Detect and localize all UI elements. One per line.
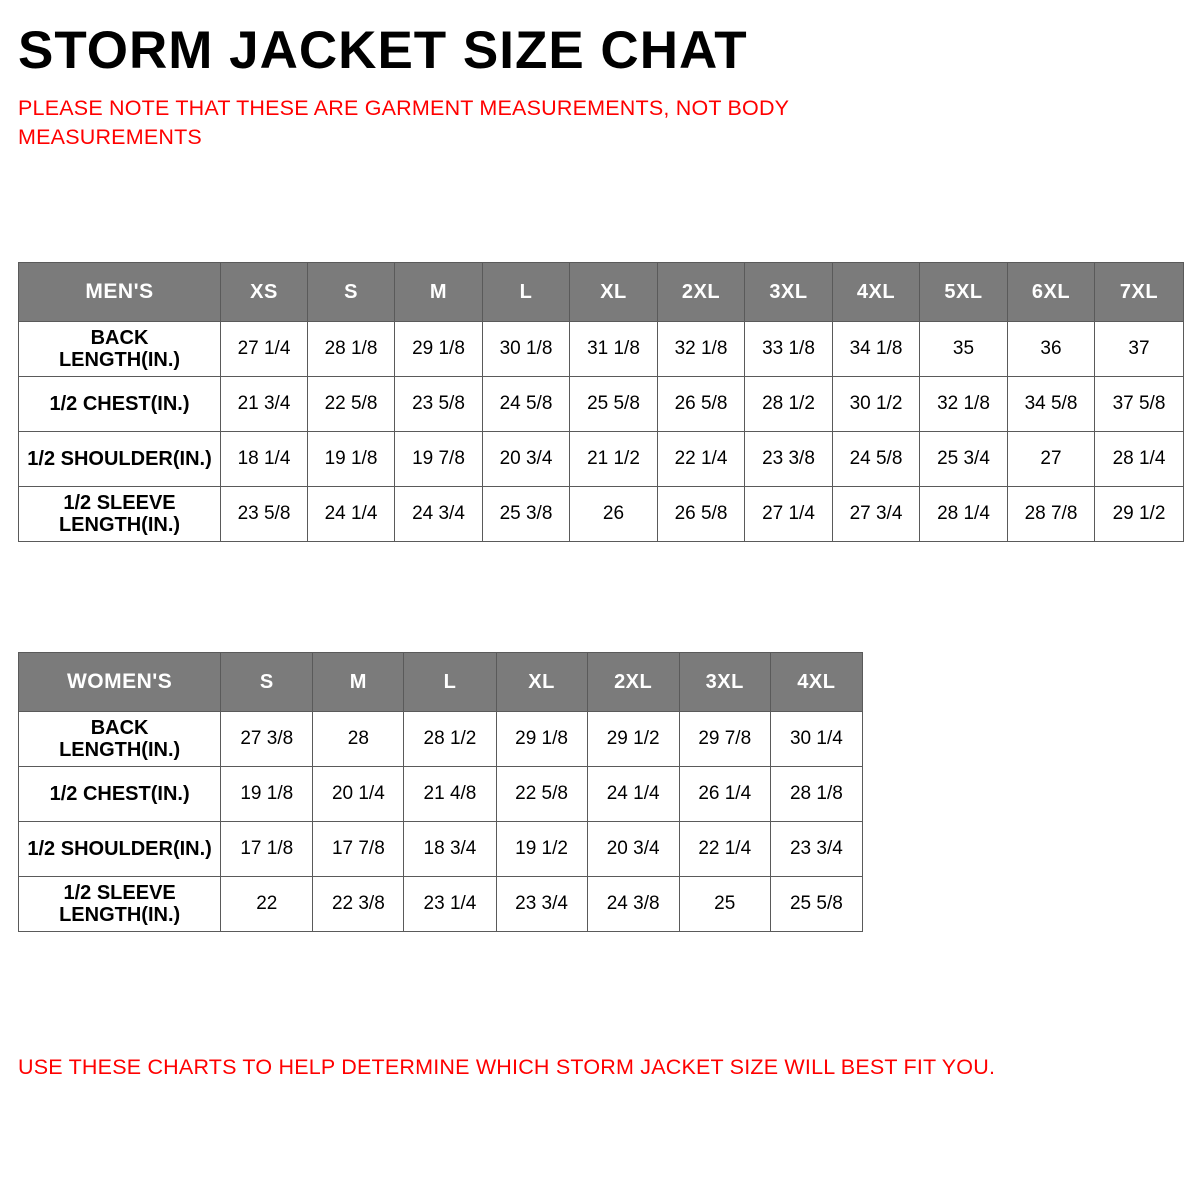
womens-measurement-cell: 22 5/8: [496, 767, 587, 822]
womens-measurement-cell: 22 1/4: [679, 822, 770, 877]
womens-corner-label: WOMEN'S: [19, 653, 221, 712]
womens-size-header: 2XL: [587, 653, 679, 712]
mens-table-body: [19, 263, 1184, 542]
table-row: [19, 487, 1184, 542]
mens-measurement-cell: 23 5/8: [221, 487, 308, 542]
womens-row-label: [19, 712, 221, 767]
womens-measurement-cell: 24 1/4: [587, 767, 679, 822]
mens-row-label: [19, 322, 221, 377]
mens-header-row: [19, 263, 1184, 322]
mens-measurement-cell: 33 1/8: [745, 322, 833, 377]
mens-measurement-cell: 35: [920, 322, 1008, 377]
womens-measurement-cell: 26 1/4: [679, 767, 770, 822]
mens-size-header: 3XL: [745, 263, 833, 322]
garment-measurement-note: PLEASE NOTE THAT THESE ARE GARMENT MEASUREMENTS, NOT BODY MEASUREMENTS: [18, 96, 789, 150]
womens-size-header: L: [404, 653, 496, 712]
mens-measurement-cell: 22 1/4: [658, 432, 745, 487]
womens-measurement-cell: 28: [313, 712, 404, 767]
womens-measurement-cell: 30 1/4: [770, 712, 862, 767]
row-label-line2: LENGTH(IN.): [59, 739, 181, 761]
mens-size-header: M: [395, 263, 483, 322]
mens-measurement-cell: 21 3/4: [221, 377, 308, 432]
row-label-line1: 1/2 SHOULDER(IN.): [27, 837, 212, 860]
mens-size-header: 6XL: [1008, 263, 1095, 322]
mens-measurement-cell: 32 1/8: [920, 377, 1008, 432]
mens-row-label: [19, 487, 221, 542]
mens-measurement-cell: 27: [1008, 432, 1095, 487]
mens-measurement-cell: 20 3/4: [483, 432, 570, 487]
mens-measurement-cell: 30 1/2: [833, 377, 920, 432]
womens-header-row: [19, 653, 863, 712]
mens-measurement-cell: 28 7/8: [1008, 487, 1095, 542]
mens-measurement-cell: 24 1/4: [308, 487, 395, 542]
mens-measurement-cell: 36: [1008, 322, 1095, 377]
womens-measurement-cell: 25 5/8: [770, 877, 862, 932]
mens-measurement-cell: 28 1/4: [920, 487, 1008, 542]
womens-measurement-cell: 23 3/4: [496, 877, 587, 932]
mens-size-header: XS: [221, 263, 308, 322]
womens-size-header: 3XL: [679, 653, 770, 712]
mens-measurement-cell: 18 1/4: [221, 432, 308, 487]
footer-note: USE THESE CHARTS TO HELP DETERMINE WHICH STORM JACKET SIZE WILL BEST FIT YOU.: [18, 1055, 996, 1079]
mens-size-header: 4XL: [833, 263, 920, 322]
mens-size-header: S: [308, 263, 395, 322]
womens-row-label: [19, 877, 221, 932]
womens-row-label: [19, 767, 221, 822]
row-label-line2: LENGTH(IN.): [58, 349, 181, 371]
womens-measurement-cell: 27 3/8: [221, 712, 313, 767]
table-row: [19, 322, 1184, 377]
womens-measurement-cell: 17 7/8: [313, 822, 404, 877]
womens-measurement-cell: 22: [221, 877, 313, 932]
row-label-line2: LENGTH(IN.): [59, 904, 181, 926]
row-label-line1: 1/2 SLEEVE: [63, 881, 176, 904]
mens-measurement-cell: 25 3/4: [920, 432, 1008, 487]
mens-measurement-cell: 34 5/8: [1008, 377, 1095, 432]
mens-row-label: [19, 432, 221, 487]
womens-size-header: XL: [496, 653, 587, 712]
womens-size-header: S: [221, 653, 313, 712]
womens-measurement-cell: 19 1/2: [496, 822, 587, 877]
womens-measurement-cell: 22 3/8: [313, 877, 404, 932]
table-row: [19, 712, 863, 767]
mens-measurement-cell: 27 1/4: [221, 322, 308, 377]
mens-measurement-cell: 27 1/4: [745, 487, 833, 542]
womens-measurement-cell: 29 1/8: [496, 712, 587, 767]
mens-measurement-cell: 29 1/8: [395, 322, 483, 377]
mens-measurement-cell: 32 1/8: [658, 322, 745, 377]
mens-measurement-cell: 25 3/8: [483, 487, 570, 542]
mens-measurement-cell: 30 1/8: [483, 322, 570, 377]
mens-corner-label: MEN'S: [19, 263, 221, 322]
mens-size-header: L: [483, 263, 570, 322]
womens-measurement-cell: 25: [679, 877, 770, 932]
mens-measurement-cell: 22 5/8: [308, 377, 395, 432]
womens-size-header: 4XL: [770, 653, 862, 712]
row-label-line1: BACK: [90, 716, 149, 739]
table-row: [19, 822, 863, 877]
table-row: [19, 432, 1184, 487]
page-title: STORM JACKET SIZE CHAT: [18, 21, 748, 80]
mens-measurement-cell: 34 1/8: [833, 322, 920, 377]
row-label-line2: LENGTH(IN.): [58, 514, 181, 536]
womens-measurement-cell: 23 3/4: [770, 822, 862, 877]
row-label-line1: 1/2 CHEST(IN.): [49, 782, 190, 805]
mens-measurement-cell: 26 5/8: [658, 487, 745, 542]
mens-size-header: 7XL: [1095, 263, 1184, 322]
womens-row-label: [19, 822, 221, 877]
mens-measurement-cell: 21 1/2: [570, 432, 658, 487]
mens-measurement-cell: 19 7/8: [395, 432, 483, 487]
womens-measurement-cell: 20 3/4: [587, 822, 679, 877]
womens-size-header: M: [313, 653, 404, 712]
mens-measurement-cell: 23 5/8: [395, 377, 483, 432]
womens-measurement-cell: 21 4/8: [404, 767, 496, 822]
mens-measurement-cell: 27 3/4: [833, 487, 920, 542]
mens-measurement-cell: 25 5/8: [570, 377, 658, 432]
mens-measurement-cell: 24 5/8: [483, 377, 570, 432]
mens-size-header: 2XL: [658, 263, 745, 322]
womens-measurement-cell: 19 1/8: [221, 767, 313, 822]
mens-measurement-cell: 31 1/8: [570, 322, 658, 377]
mens-measurement-cell: 28 1/8: [308, 322, 395, 377]
womens-measurement-cell: 24 3/8: [587, 877, 679, 932]
mens-measurement-cell: 37 5/8: [1095, 377, 1184, 432]
womens-table-body: [19, 653, 863, 932]
table-row: [19, 767, 863, 822]
mens-measurement-cell: 28 1/2: [745, 377, 833, 432]
mens-measurement-cell: 37: [1095, 322, 1184, 377]
womens-measurement-cell: 18 3/4: [404, 822, 496, 877]
mens-measurement-cell: 26 5/8: [658, 377, 745, 432]
mens-measurement-cell: 23 3/8: [745, 432, 833, 487]
womens-measurement-cell: 23 1/4: [404, 877, 496, 932]
mens-measurement-cell: 29 1/2: [1095, 487, 1184, 542]
mens-size-header: 5XL: [920, 263, 1008, 322]
table-row: [19, 377, 1184, 432]
mens-measurement-cell: 26: [570, 487, 658, 542]
womens-size-table: [18, 652, 863, 932]
mens-measurement-cell: 24 5/8: [833, 432, 920, 487]
mens-size-header: XL: [570, 263, 658, 322]
mens-measurement-cell: 28 1/4: [1095, 432, 1184, 487]
row-label-line1: 1/2 SHOULDER(IN.): [27, 447, 212, 470]
womens-measurement-cell: 20 1/4: [313, 767, 404, 822]
womens-measurement-cell: 17 1/8: [221, 822, 313, 877]
womens-measurement-cell: 29 7/8: [679, 712, 770, 767]
mens-measurement-cell: 19 1/8: [308, 432, 395, 487]
womens-measurement-cell: 28 1/2: [404, 712, 496, 767]
row-label-line1: 1/2 CHEST(IN.): [49, 392, 190, 415]
mens-measurement-cell: 24 3/4: [395, 487, 483, 542]
mens-row-label: [19, 377, 221, 432]
row-label-line1: 1/2 SLEEVE: [63, 491, 176, 514]
table-row: [19, 877, 863, 932]
womens-measurement-cell: 28 1/8: [770, 767, 862, 822]
row-label-line1: BACK: [90, 326, 149, 349]
womens-measurement-cell: 29 1/2: [587, 712, 679, 767]
mens-size-table: [18, 262, 1184, 542]
